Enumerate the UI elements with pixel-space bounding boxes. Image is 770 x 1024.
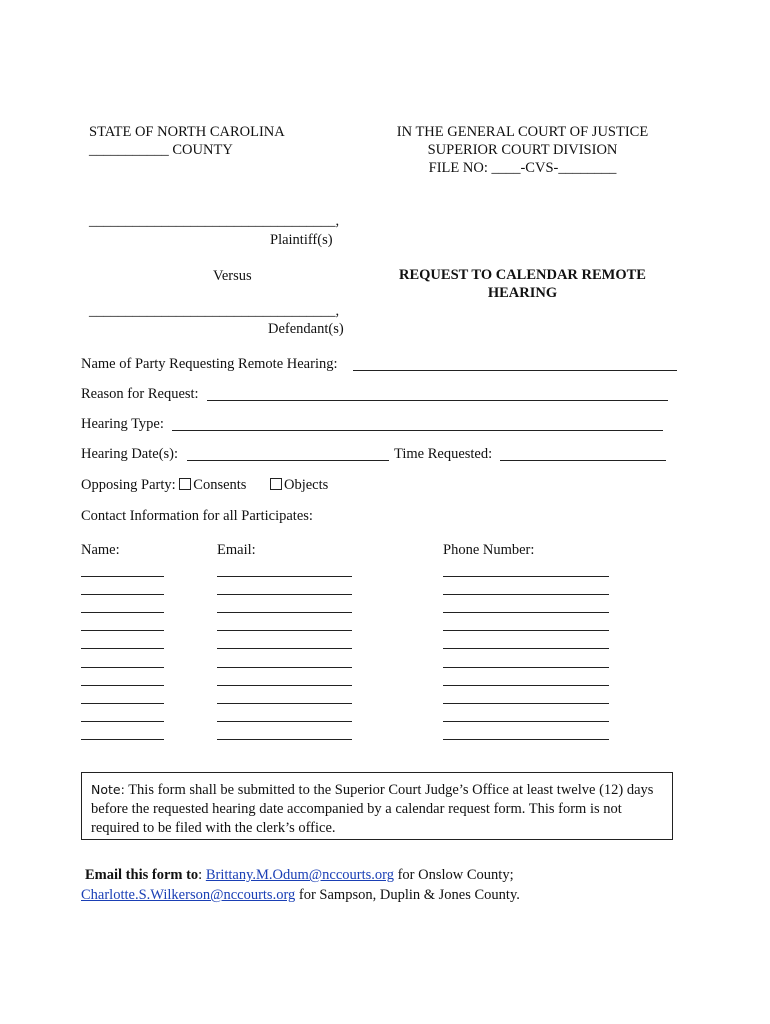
- phone-column-header: Phone Number:: [443, 542, 535, 558]
- defendant-label: Defendant(s): [268, 321, 344, 337]
- opposing-party-row: [81, 476, 246, 494]
- consents-checkbox[interactable]: [179, 478, 191, 490]
- contact-email-line[interactable]: [217, 667, 352, 668]
- hearing-dates-input-line[interactable]: [187, 460, 389, 461]
- contact-email-line[interactable]: [217, 721, 352, 722]
- contact-name-line[interactable]: [81, 685, 164, 686]
- party-label: Name of Party Requesting Remote Hearing:: [81, 356, 338, 372]
- objects-option: [270, 476, 328, 494]
- defendant-name-line[interactable]: __________________________________,: [89, 303, 340, 319]
- reason-label: Reason for Request:: [81, 386, 199, 402]
- contact-name-line[interactable]: [81, 648, 164, 649]
- party-input-line[interactable]: [353, 370, 677, 371]
- contact-phone-line[interactable]: [443, 703, 609, 704]
- email-instructions-line1: [85, 866, 514, 884]
- contact-phone-line[interactable]: [443, 630, 609, 631]
- email-colon: :: [198, 867, 203, 883]
- email-column-header: Email:: [217, 542, 256, 558]
- onslow-county-text: for Onslow County;: [393, 867, 514, 883]
- contact-name-line[interactable]: [81, 576, 164, 577]
- onslow-email-link[interactable]: Brittany.M.Odum@nccourts.org: [205, 867, 394, 883]
- file-number: FILE NO: ____-CVS-________: [428, 160, 617, 176]
- contact-phone-line[interactable]: [443, 612, 609, 613]
- hearing-dates-label: Hearing Date(s):: [81, 446, 179, 462]
- versus-label: Versus: [213, 268, 252, 284]
- reason-input-line[interactable]: [207, 400, 668, 401]
- contact-info-label: Contact Information for all Participates:: [81, 508, 313, 524]
- objects-checkbox[interactable]: [270, 478, 282, 490]
- hearing-type-input-line[interactable]: [172, 430, 663, 431]
- contact-phone-line[interactable]: [443, 648, 609, 649]
- contact-email-line[interactable]: [217, 648, 352, 649]
- contact-phone-line[interactable]: [443, 739, 609, 740]
- contact-name-line[interactable]: [81, 739, 164, 740]
- time-requested-label: Time Requested:: [394, 446, 493, 462]
- note-text: This form shall be submitted to the Superior Court Judge’s Office at least twelve (12) days before the requested hearing date accompanied by a calendar request form. This form is not required to be filed with the clerk’s office.: [91, 782, 654, 836]
- consents-label: Consents: [193, 477, 247, 493]
- sampson-email-link[interactable]: Charlotte.S.Wilkerson@nccourts.org: [81, 887, 296, 903]
- contact-email-line[interactable]: [217, 703, 352, 704]
- contact-phone-line[interactable]: [443, 721, 609, 722]
- hearing-type-label: Hearing Type:: [81, 416, 164, 432]
- contact-email-line[interactable]: [217, 576, 352, 577]
- contact-name-line[interactable]: [81, 612, 164, 613]
- county-line: ___________ COUNTY: [89, 142, 233, 158]
- contact-email-line[interactable]: [217, 594, 352, 595]
- contact-name-line[interactable]: [81, 630, 164, 631]
- time-requested-input-line[interactable]: [500, 460, 666, 461]
- contact-phone-line[interactable]: [443, 594, 609, 595]
- contact-name-line[interactable]: [81, 667, 164, 668]
- form-title-line1: REQUEST TO CALENDAR REMOTE: [399, 267, 646, 283]
- plaintiff-name-line[interactable]: __________________________________,: [89, 213, 340, 229]
- sampson-county-text: for Sampson, Duplin & Jones County.: [295, 887, 520, 903]
- contact-email-line[interactable]: [217, 612, 352, 613]
- contact-email-line[interactable]: [217, 685, 352, 686]
- contact-name-line[interactable]: [81, 703, 164, 704]
- state-heading: STATE OF NORTH CAROLINA: [89, 124, 285, 140]
- contact-name-line[interactable]: [81, 721, 164, 722]
- note-box: [81, 772, 673, 840]
- division-heading: SUPERIOR COURT DIVISION: [427, 142, 618, 158]
- form-title-line2: HEARING: [487, 285, 558, 301]
- opposing-party-label: Opposing Party:: [81, 477, 176, 493]
- contact-email-line[interactable]: [217, 630, 352, 631]
- court-heading: IN THE GENERAL COURT OF JUSTICE: [396, 124, 649, 140]
- objects-label: Objects: [284, 477, 329, 493]
- email-lead: Email this form to: [85, 867, 199, 883]
- contact-name-line[interactable]: [81, 594, 164, 595]
- email-instructions-line2: [81, 886, 520, 904]
- contact-phone-line[interactable]: [443, 576, 609, 577]
- contact-phone-line[interactable]: [443, 685, 609, 686]
- contact-email-line[interactable]: [217, 739, 352, 740]
- contact-phone-line[interactable]: [443, 667, 609, 668]
- plaintiff-label: Plaintiff(s): [270, 232, 333, 248]
- name-column-header: Name:: [81, 542, 120, 558]
- note-label: Note:: [91, 782, 125, 797]
